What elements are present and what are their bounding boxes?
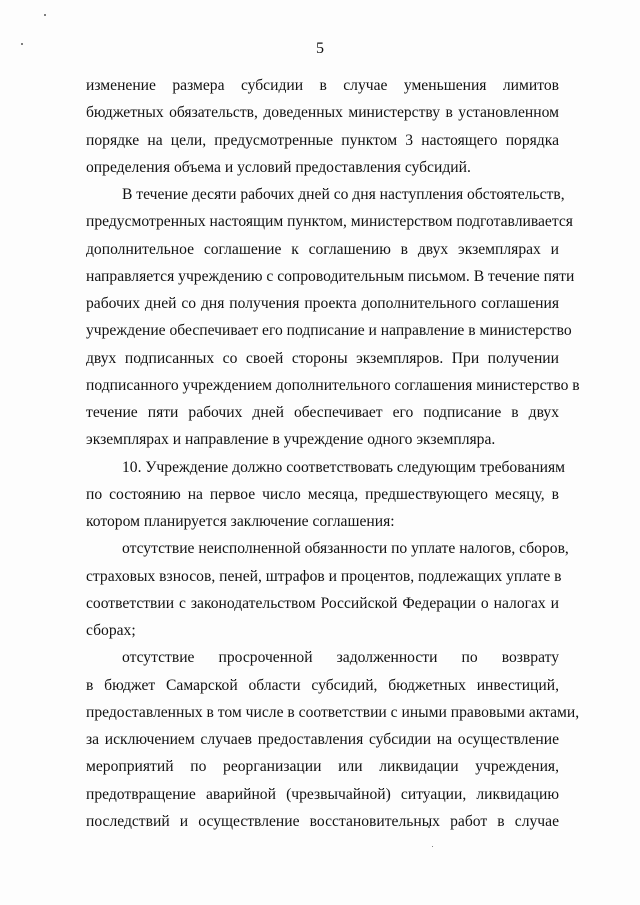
text-line: двух подписанных со своей стороны экземпляров. При получении — [86, 349, 559, 367]
text-line: отсутствие просроченной задолженности по возврату — [122, 649, 559, 667]
text-line: подписанного учреждением дополнительного соглашения министерство в — [86, 376, 580, 394]
paragraph-item-10 — [86, 454, 566, 536]
text-line: изменение размера субсидии в случае уменьшения лимитов — [86, 77, 559, 94]
text-line: предоставленных в том числе в соответствии с иными правовыми актами, — [86, 703, 580, 721]
text-line: в бюджет Самарской области субсидий, бюджетных инвестиций, — [86, 676, 559, 694]
text-line: сборах; — [86, 622, 136, 639]
text-line: за исключением случаев предоставления субсидии на осуществление — [86, 731, 559, 748]
text-line: учреждение обеспечивает его подписание и направление в министерство — [86, 322, 572, 340]
document-body — [86, 72, 580, 835]
text-line: предотвращение аварийной (чрезвычайной) ситуации, ликвидацию — [86, 785, 559, 803]
paragraph-additional-agreement — [86, 181, 580, 454]
text-line: дополнительное соглашение к соглашению в двух экземплярах и — [86, 240, 559, 258]
paragraph-subsidy-change — [86, 72, 559, 181]
text-line: котором планируется заключение соглашения: — [86, 513, 395, 530]
text-line: бюджетных обязательств, доведенных министерству в установленном — [86, 104, 559, 122]
paragraph-no-overdue-debt — [86, 644, 580, 835]
text-line: соответствии с законодательством Российской Федерации о налогах и — [86, 594, 559, 612]
text-line: страховых взносов, пеней, штрафов и процентов, подлежащих уплате в — [86, 567, 562, 585]
text-line: порядке на цели, предусмотренные пунктом 3 настоящего порядка — [86, 131, 559, 149]
paragraph-no-tax-debt — [86, 535, 569, 644]
text-line: последствий и осуществление восстановительных работ в случае — [86, 812, 559, 830]
text-line: отсутствие неисполненной обязанности по уплате налогов, сборов, — [122, 540, 569, 558]
text-line: определения объема и условий предоставления субсидий. — [86, 158, 471, 176]
text-line: 10. Учреждение должно соответствовать следующим требованиям — [122, 458, 566, 476]
text-line: по состоянию на первое число месяца, предшествующего месяцу, в — [86, 485, 559, 503]
text-line: В течение десяти рабочих дней со дня наступления обстоятельств, — [122, 186, 565, 203]
scan-speck — [44, 14, 46, 16]
text-line: направляется учреждению с сопроводительным письмом. В течение пяти — [86, 267, 575, 285]
scan-speck — [432, 846, 433, 847]
page-number: 5 — [316, 40, 324, 57]
text-line: рабочих дней со дня получения проекта дополнительного соглашения — [86, 295, 559, 312]
text-line: течение пяти рабочих дней обеспечивает его подписание в двух — [86, 404, 559, 421]
text-line: мероприятий по реорганизации или ликвидации учреждения, — [86, 758, 559, 776]
text-line: экземплярах и направление в учреждение одного экземпляра. — [86, 431, 496, 449]
text-line: предусмотренных настоящим пунктом, министерством подготавливается — [86, 213, 573, 231]
